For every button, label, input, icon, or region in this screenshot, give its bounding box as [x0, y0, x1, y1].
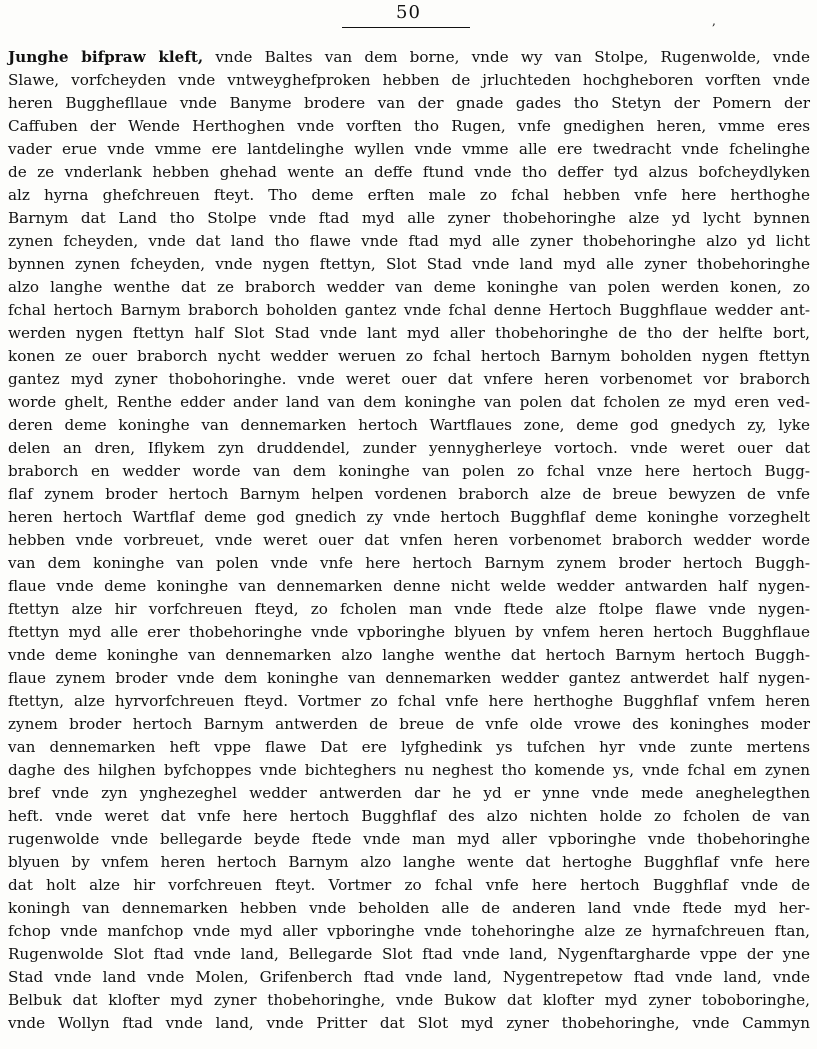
text-line: konen ze ouer braborch nycht wedder weruen zo fchal hertoch Barnym boholden nygen ftettyn — [8, 347, 810, 365]
text-line: heren hertoch Wartflaf deme god gnedich zy vnde hertoch Bugghflaf deme koninghe vorzeghelt — [8, 508, 810, 526]
text-line: van dennemarken heft vppe flawe Dat ere lyfghedink ys tufchen hyr vnde zunte mertens — [8, 738, 810, 756]
text-line: blyuen by vnfem heren hertoch Barnym alzo langhe wente dat hertoghe Bugghflaf vnfe here — [8, 853, 810, 871]
text-line: Rugenwolde Slot ftad vnde land, Bellegarde Slot ftad vnde land, Nygenftargharde vppe der yne — [8, 945, 810, 963]
text-line: ftettyn, alze hyrvorfchreuen fteyd. Vortmer zo fchal vnfe here herthoghe Bugghflaf vnfem heren — [8, 692, 810, 710]
text-line: alzo langhe wenthe dat ze braborch wedder van deme koninghe van polen werden konen, zo — [8, 278, 810, 296]
text-line: vader erue vnde vmme ere lantdelinghe wyllen vnde vmme alle ere twedracht vnde fchelinghe — [8, 140, 810, 158]
page-number: 50 — [396, 2, 421, 23]
text-line: werden nygen ftettyn half Slot Stad vnde lant myd aller thobehoringhe de tho der helfte bort, — [8, 324, 810, 342]
text-line: braborch en wedder worde van dem koninghe van polen zo fchal vnze here hertoch Bugg- — [8, 462, 810, 480]
text-line: flaue zynem broder vnde dem koninghe van dennemarken wedder gantez antwerdet half nygen- — [8, 669, 810, 687]
text-line: fchal hertoch Barnym braborch boholden gantez vnde fchal denne Hertoch Bugghflaue wedder ant- — [8, 301, 810, 319]
text-line: fchop vnde manfchop vnde myd aller vpboringhe vnde tohehoringhe alze ze hyrnafchreuen ftan, — [8, 922, 810, 940]
text-line: flaf zynem broder hertoch Barnym helpen vordenen braborch alze de breue bewyzen de vnfe — [8, 485, 810, 503]
text-line: dat holt alze hir vorfchreuen fteyt. Vortmer zo fchal vnfe here hertoch Bugghflaf vnde de — [8, 876, 810, 894]
text-line: flaue vnde deme koninghe van dennemarken denne nicht welde wedder antwarden half nygen- — [8, 577, 810, 595]
text-line: zynem broder hertoch Barnym antwerden de breue de vnfe olde vrowe des koninghes moder — [8, 715, 810, 733]
text-line: hebben vnde vorbreuet, vnde weret ouer dat vnfen heren vorbenomet braborch wedder worde — [8, 531, 810, 549]
text-line: koningh van dennemarken hebben vnde beholden alle de anderen land vnde ftede myd her- — [8, 899, 810, 917]
text-line: delen an dren, Iflykem zyn druddendel, zunder yennygherleye vortoch. vnde weret ouer dat — [8, 439, 810, 457]
text-line: ftettyn myd alle erer thobehoringhe vnde vpboringhe blyuen by vnfem heren hertoch Bugghflaue — [8, 623, 810, 641]
text-line: vnde deme koninghe van dennemarken alzo langhe wenthe dat hertoch Barnym hertoch Buggh- — [8, 646, 810, 664]
corner-mark: , — [712, 14, 716, 28]
text-line: Caffuben der Wende Herthoghen vnde vorften tho Rugen, vnfe gnedighen heren, vmme eres — [8, 117, 810, 135]
text-line: ftettyn alze hir vorfchreuen fteyd, zo fcholen man vnde ftede alze ftolpe flawe vnde nygen- — [8, 600, 810, 618]
text-line: Belbuk dat klofter myd zyner thobehoringhe, vnde Bukow dat klofter myd zyner toboboringhe, — [8, 991, 810, 1009]
text-line: zynen fcheyden, vnde dat land tho flawe vnde ftad myd alle zyner thobehoringhe alzo yd licht — [8, 232, 810, 250]
text-line: bynnen zynen fcheyden, vnde nygen ftettyn, Slot Stad vnde land myd alle zyner thobehoringhe — [8, 255, 810, 273]
text-line: alz hyrna ghefchreuen fteyt. Tho deme erften male zo fchal hebben vnfe here herthoghe — [8, 186, 810, 204]
text-line: van dem koninghe van polen vnde vnfe here hertoch Barnym zynem broder hertoch Buggh- — [8, 554, 810, 572]
text-line: rugenwolde vnde bellegarde beyde ftede vnde man myd aller vpboringhe vnde thobehoringhe — [8, 830, 810, 848]
text-line: Slawe, vorfcheyden vnde vntweyghefproken hebben de jrluchteden hochgheboren vorften vnde — [8, 71, 810, 89]
header-rule — [342, 27, 470, 28]
text-line: deren deme koninghe van dennemarken hertoch Wartflaues zone, deme god gnedych zy, lyke — [8, 416, 810, 434]
opening-words: Junghe bifpraw kleft, — [8, 48, 204, 66]
text-line: gantez myd zyner thobohoringhe. vnde weret ouer dat vnfere heren vorbenomet vor braborch — [8, 370, 810, 388]
text-line: heren Bugghefllaue vnde Banyme brodere van der gnade gades tho Stetyn der Pomern der — [8, 94, 810, 112]
text-line: Stad vnde land vnde Molen, Grifenberch ftad vnde land, Nygentrepetow ftad vnde land, vnde — [8, 968, 810, 986]
text-line: worde ghelt, Renthe edder ander land van dem koninghe van polen dat fcholen ze myd eren ved- — [8, 393, 810, 411]
text-line: Barnym dat Land tho Stolpe vnde ftad myd alle zyner thobehoringhe alze yd lycht bynnen — [8, 209, 810, 227]
text-line: daghe des hilghen byfchoppes vnde bichteghers nu neghest tho komende ys, vnde fchal em zynen — [8, 761, 810, 779]
text-line: Junghe bifpraw kleft, vnde Baltes van dem borne, vnde wy van Stolpe, Rugenwolde, vnde — [8, 48, 810, 66]
text-line: heft. vnde weret dat vnfe here hertoch Bugghflaf des alzo nichten holde zo fcholen de van — [8, 807, 810, 825]
text-line: bref vnde zyn ynghezeghel wedder antwerden dar he yd er ynne vnde mede aneghelegthen — [8, 784, 810, 802]
text-line: vnde Wollyn ftad vnde land, vnde Pritter dat Slot myd zyner thobehoringhe, vnde Cammyn — [8, 1014, 810, 1032]
text-line: de ze vnderlank hebben ghehad wente an deffe ftund vnde tho deffer tyd alzus bofcheydlyken — [8, 163, 810, 181]
